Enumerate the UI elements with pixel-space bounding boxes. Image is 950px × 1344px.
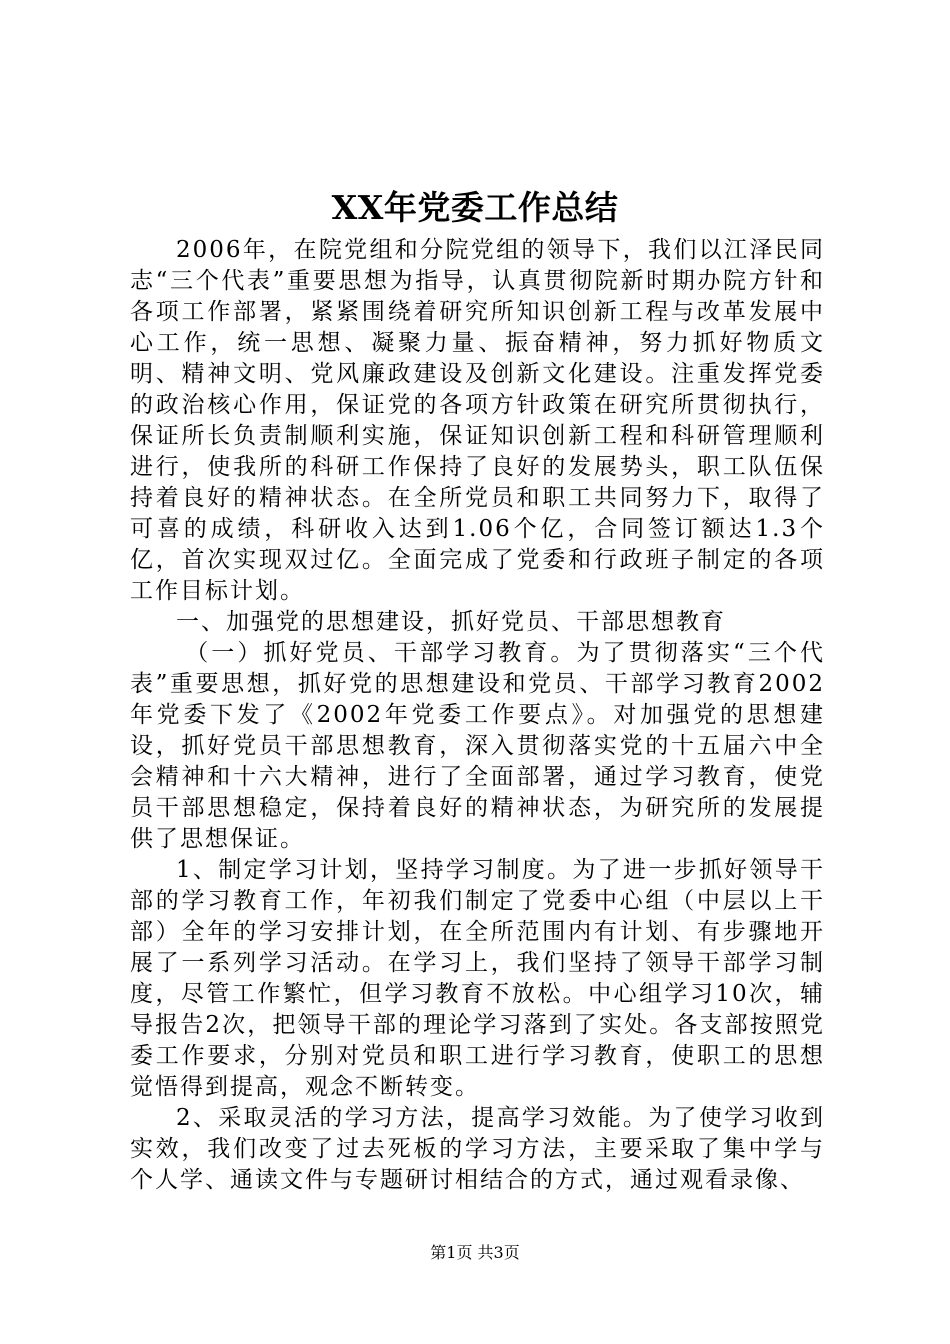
document-body [130, 235, 825, 1196]
paragraph-item-2: 2、采取灵活的学习方法，提高学习效能。为了使学习收到实效，我们改变了过去死板的学习方法，主要采取了集中学与个人学、通读文件与专题研讨相结合的方式，通过观看录像、 [130, 1105, 825, 1193]
section-heading-1: 一、加强党的思想建设，抓好党员、干部思想教育 [176, 609, 726, 635]
paragraph-item-1: 1、制定学习计划，坚持学习制度。为了进一步抓好领导干部的学习教育工作，年初我们制定了党委中心组（中层以上干部）全年的学习安排计划，在全所范围内有计划、有步骤地开展了一系列学习活动。在学习上，我们坚持了领导干部学习制度，尽管工作繁忙，但学习教育不放松。中心组学习10次，辅导报告2次，把领导干部的理论学习落到了实处。各支部按照党委工作要求，分别对党员和职工进行学习教育，使职工的思想觉悟得到提高，观念不断转变。 [130, 857, 825, 1100]
page-number-footer: 第1页 共3页 [430, 1243, 520, 1262]
document-title: XX年党委工作总结 [331, 188, 619, 227]
paragraph-intro: 2006年，在院党组和分院党组的领导下，我们以江泽民同志“三个代表”重要思想为指导，认真贯彻院新时期办院方针和各项工作部署，紧紧围绕着研究所知识创新工程与改革发展中心工作，统一思想、凝聚力量、振奋精神，努力抓好物质文明、精神文明、党风廉政建设及创新文化建设。注重发挥党委的政治核心作用，保证党的各项方针政策在研究所贯彻执行，保证所长负责制顺利实施，保证知识创新工程和科研管理顺利进行，使我所的科研工作保持了良好的发展势头，职工队伍保持着良好的精神状态。在全所党员和职工共同努力下，取得了可喜的成绩，科研收入达到1.06个亿，合同签订额达1.3个亿，首次实现双过亿。全面完成了党委和行政班子制定的各项工作目标计划。 [130, 237, 825, 604]
paragraph-subsection-1: （一）抓好党员、干部学习教育。为了贯彻落实“三个代表”重要思想，抓好党的思想建设和党员、干部学习教育2002年党委下发了《2002年党委工作要点》。对加强党的思想建设，抓好党员干部思想教育，深入贯彻落实党的十五届六中全会精神和十六大精神，进行了全面部署，通过学习教育，使党员干部思想稳定，保持着良好的精神状态，为研究所的发展提供了思想保证。 [130, 640, 825, 852]
